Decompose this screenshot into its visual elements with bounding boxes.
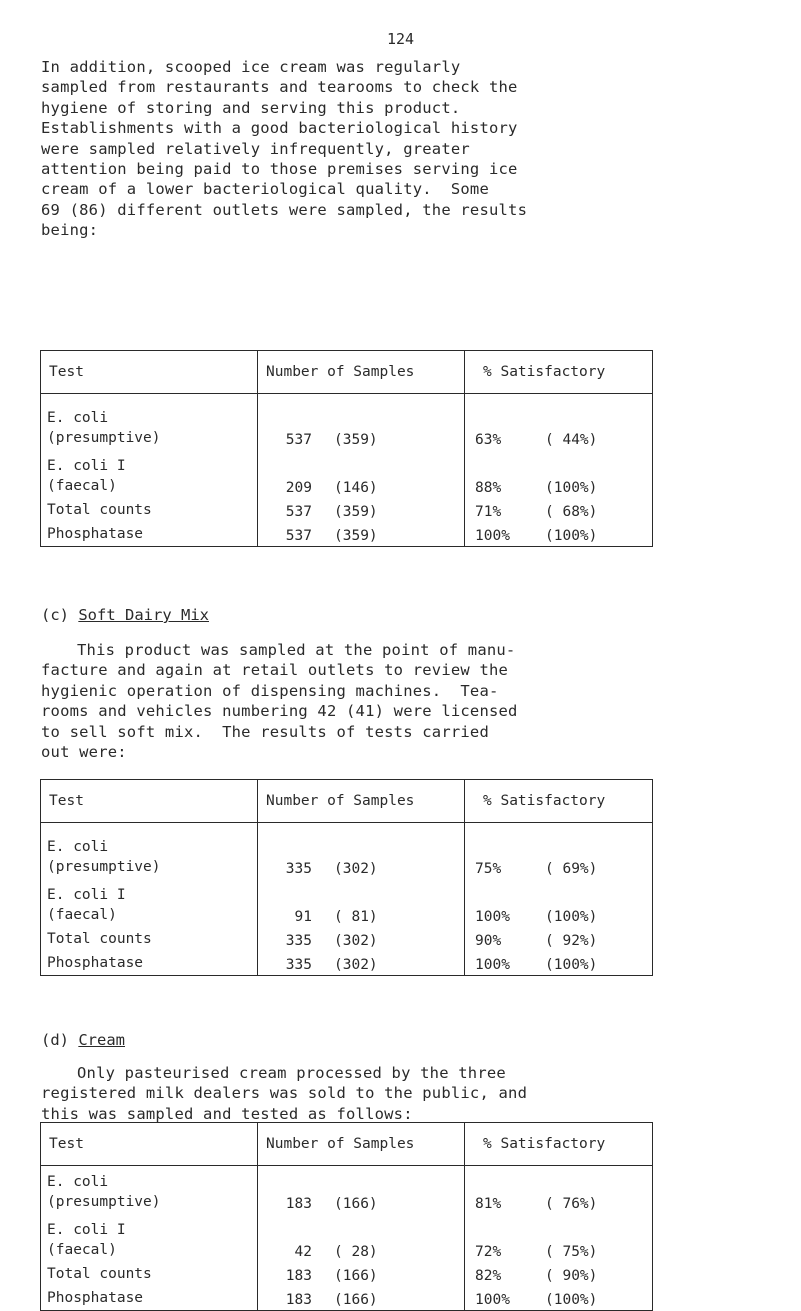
text-line: 69 (86) different outlets were sampled, the results bbox=[41, 200, 528, 219]
sample-count: 183 bbox=[285, 1268, 312, 1284]
percent-satisfactory: 72% bbox=[475, 1244, 502, 1260]
table-row bbox=[41, 951, 257, 975]
test-name: E. coli I (faecal) bbox=[47, 458, 126, 494]
sample-count: 335 bbox=[285, 957, 312, 973]
table-row bbox=[41, 1286, 257, 1310]
percent-satisfactory: 75% bbox=[475, 861, 502, 877]
percent-satisfactory: 100% bbox=[475, 909, 510, 925]
percent-satisfactory-previous: (100%) bbox=[545, 528, 598, 544]
sample-count-previous: (302) bbox=[334, 957, 378, 973]
percent-satisfactory-previous: ( 68%) bbox=[545, 504, 598, 520]
results-table-soft-dairy-mix bbox=[40, 779, 653, 976]
section-title: Cream bbox=[78, 1031, 126, 1049]
text-line: hygiene of storing and serving this product. bbox=[41, 98, 461, 117]
sample-count-previous: (359) bbox=[334, 432, 378, 448]
section-prefix: (c) bbox=[41, 606, 69, 624]
sample-count: 335 bbox=[285, 861, 312, 877]
percent-satisfactory-previous: ( 92%) bbox=[545, 933, 598, 949]
header-satisfactory: % Satisfactory bbox=[465, 351, 653, 394]
table-header-row bbox=[41, 780, 653, 823]
sample-count: 91 bbox=[294, 909, 312, 925]
table-row bbox=[41, 927, 257, 951]
text-line: being: bbox=[41, 221, 99, 240]
sample-count-previous: ( 81) bbox=[334, 909, 378, 925]
percent-satisfactory: 81% bbox=[475, 1196, 502, 1212]
table-row bbox=[41, 402, 257, 450]
sample-count: 183 bbox=[285, 1196, 312, 1212]
header-samples: Number of Samples bbox=[258, 351, 465, 394]
percent-satisfactory-previous: (100%) bbox=[545, 957, 598, 973]
percent-satisfactory-previous: ( 76%) bbox=[545, 1196, 598, 1212]
percent-satisfactory-previous: (100%) bbox=[545, 1292, 598, 1308]
header-samples: Number of Samples bbox=[258, 1123, 465, 1166]
test-name: E. coli (presumptive) bbox=[47, 839, 161, 875]
text-line: Only pasteurised cream processed by the three bbox=[77, 1064, 506, 1082]
section-heading-c bbox=[41, 606, 209, 624]
results-table-ice-cream bbox=[40, 350, 653, 547]
sample-count-previous: (359) bbox=[334, 528, 378, 544]
text-line: registered milk dealers was sold to the public, and bbox=[41, 1084, 528, 1103]
sample-count: 537 bbox=[285, 432, 312, 448]
test-name: Phosphatase bbox=[47, 1290, 144, 1306]
percent-satisfactory-previous: (100%) bbox=[545, 909, 598, 925]
test-name: E. coli I (faecal) bbox=[47, 1222, 126, 1258]
text-line: were sampled relatively infrequently, greater bbox=[41, 139, 470, 158]
percent-satisfactory: 100% bbox=[475, 957, 510, 973]
soft-dairy-paragraph bbox=[41, 640, 771, 762]
percent-satisfactory-previous: ( 44%) bbox=[545, 432, 598, 448]
text-line: sampled from restaurants and tearooms to check the bbox=[41, 78, 518, 97]
intro-paragraph bbox=[41, 57, 771, 241]
sample-count: 335 bbox=[285, 933, 312, 949]
table-body bbox=[41, 394, 653, 547]
header-samples: Number of Samples bbox=[258, 780, 465, 823]
table-row bbox=[41, 1166, 257, 1214]
test-name: Total counts bbox=[47, 1266, 152, 1282]
text-line: out were: bbox=[41, 743, 127, 762]
test-name: E. coli I (faecal) bbox=[47, 887, 126, 923]
page-number: 124 bbox=[386, 30, 415, 48]
percent-satisfactory: 88% bbox=[475, 480, 502, 496]
table-header-row bbox=[41, 351, 653, 394]
section-prefix: (d) bbox=[41, 1031, 69, 1049]
test-name: Phosphatase bbox=[47, 526, 144, 542]
text-line: hygienic operation of dispensing machines. Tea- bbox=[41, 681, 499, 700]
section-title: Soft Dairy Mix bbox=[78, 606, 209, 624]
text-line: facture and again at retail outlets to review the bbox=[41, 661, 509, 680]
table-row bbox=[41, 1214, 257, 1262]
percent-satisfactory-previous: ( 69%) bbox=[545, 861, 598, 877]
percent-satisfactory-previous: ( 75%) bbox=[545, 1244, 598, 1260]
test-name: Total counts bbox=[47, 502, 152, 518]
test-name: E. coli (presumptive) bbox=[47, 1174, 161, 1210]
table-row bbox=[41, 450, 257, 498]
sample-count: 183 bbox=[285, 1292, 312, 1308]
sample-count-previous: ( 28) bbox=[334, 1244, 378, 1260]
test-name: Total counts bbox=[47, 931, 152, 947]
table-row bbox=[41, 831, 257, 879]
sample-count-previous: (359) bbox=[334, 504, 378, 520]
text-line: rooms and vehicles numbering 42 (41) were licensed bbox=[41, 702, 518, 721]
table-row bbox=[41, 498, 257, 522]
percent-satisfactory-previous: ( 90%) bbox=[545, 1268, 598, 1284]
text-line: In addition, scooped ice cream was regularly bbox=[41, 58, 461, 76]
sample-count-previous: (302) bbox=[334, 861, 378, 877]
percent-satisfactory: 63% bbox=[475, 432, 502, 448]
sample-count-previous: (166) bbox=[334, 1268, 378, 1284]
percent-satisfactory: 71% bbox=[475, 504, 502, 520]
sample-count-previous: (146) bbox=[334, 480, 378, 496]
table-header-row bbox=[41, 1123, 653, 1166]
text-line: this was sampled and tested as follows: bbox=[41, 1104, 413, 1123]
header-satisfactory: % Satisfactory bbox=[465, 1123, 653, 1166]
test-name: Phosphatase bbox=[47, 955, 144, 971]
section-heading-d bbox=[41, 1031, 125, 1049]
table-row bbox=[41, 879, 257, 927]
text-line: Establishments with a good bacteriological history bbox=[41, 119, 518, 138]
sample-count: 42 bbox=[294, 1244, 312, 1260]
sample-count: 537 bbox=[285, 528, 312, 544]
text-line: attention being paid to those premises serving ice bbox=[41, 160, 518, 179]
sample-count: 209 bbox=[285, 480, 312, 496]
table-row bbox=[41, 522, 257, 546]
header-test: Test bbox=[41, 351, 258, 394]
test-name: E. coli (presumptive) bbox=[47, 410, 161, 446]
sample-count: 537 bbox=[285, 504, 312, 520]
text-line: cream of a lower bacteriological quality. Some bbox=[41, 180, 489, 199]
table-row bbox=[41, 1262, 257, 1286]
text-line: to sell soft mix. The results of tests carried bbox=[41, 722, 489, 741]
sample-count-previous: (166) bbox=[334, 1292, 378, 1308]
header-test: Test bbox=[41, 1123, 258, 1166]
percent-satisfactory-previous: (100%) bbox=[545, 480, 598, 496]
table-body bbox=[41, 1166, 653, 1311]
cream-paragraph bbox=[41, 1063, 771, 1124]
sample-count-previous: (302) bbox=[334, 933, 378, 949]
percent-satisfactory: 82% bbox=[475, 1268, 502, 1284]
results-table-cream bbox=[40, 1122, 653, 1311]
percent-satisfactory: 90% bbox=[475, 933, 502, 949]
header-satisfactory: % Satisfactory bbox=[465, 780, 653, 823]
table-body bbox=[41, 823, 653, 976]
header-test: Test bbox=[41, 780, 258, 823]
sample-count-previous: (166) bbox=[334, 1196, 378, 1212]
percent-satisfactory: 100% bbox=[475, 528, 510, 544]
text-line: This product was sampled at the point of manu- bbox=[77, 641, 516, 659]
percent-satisfactory: 100% bbox=[475, 1292, 510, 1308]
